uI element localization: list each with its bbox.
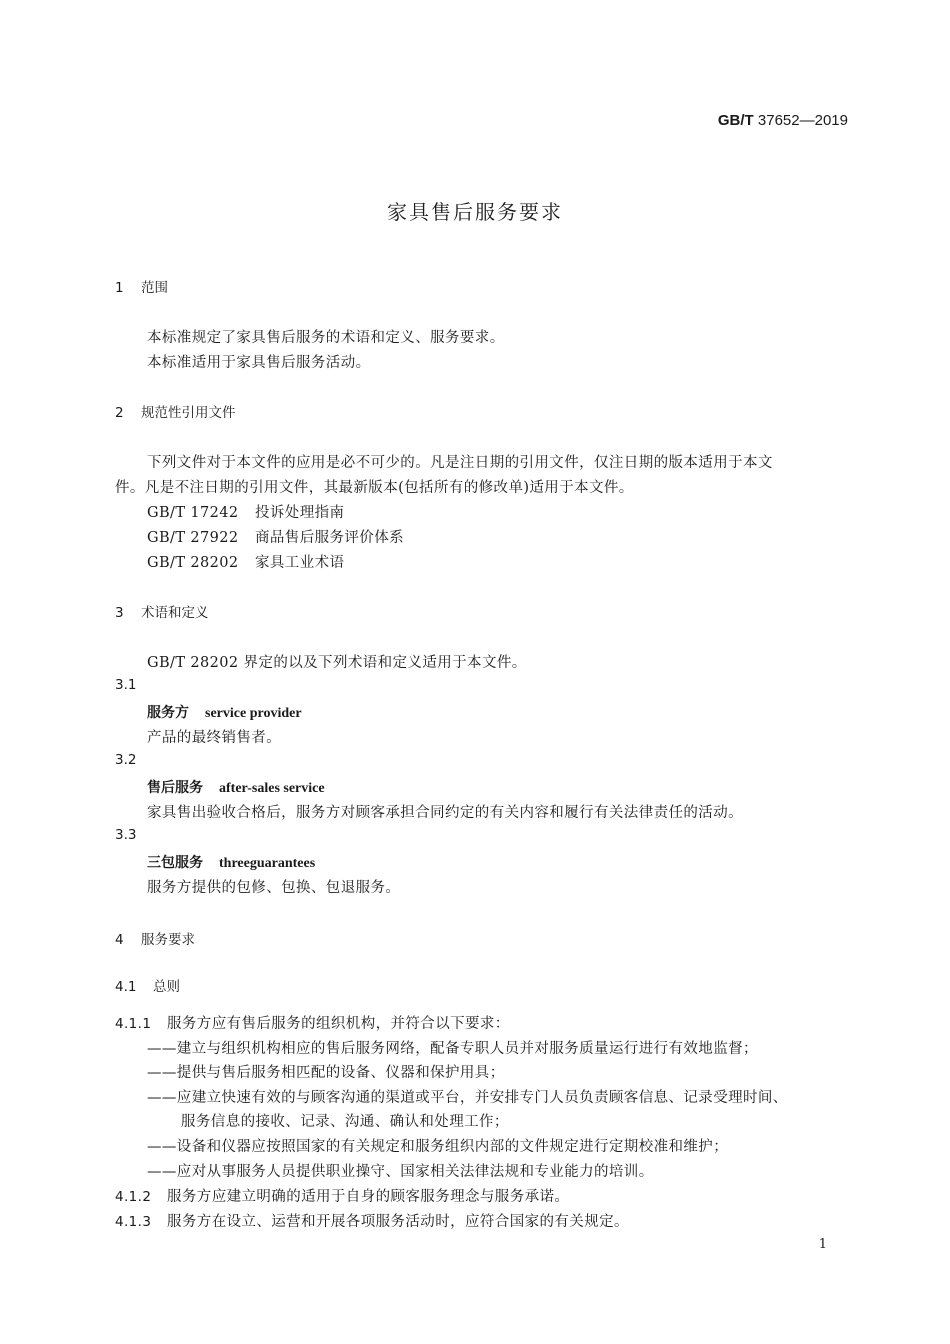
term-chinese: 服务方 (147, 705, 189, 721)
section-1-heading (115, 276, 168, 296)
term-definition: 服务方提供的包修、包换、包退服务。 (147, 880, 401, 896)
term-english: service provider (205, 706, 302, 721)
list-item-continuation: 服务信息的接收、记录、沟通、确认和处理工作； (181, 1114, 509, 1130)
clause-4-1-3 (115, 1210, 629, 1231)
section-2-heading (115, 401, 236, 421)
clause-number: 4.1.1 (115, 1016, 152, 1032)
subsection-4-1-heading (115, 975, 180, 995)
term-number: 3.1 (115, 677, 137, 693)
list-item: ——建立与组织机构相应的售后服务网络，配备专职人员并对服务质量运行进行有效地监督； (147, 1041, 758, 1057)
document-title: 家具售后服务要求 (387, 200, 563, 224)
term-number: 3.3 (115, 827, 137, 843)
clause-text: 服务方应有售后服务的组织机构，并符合以下要求： (167, 1016, 510, 1032)
clause-number: 4.1.2 (115, 1189, 152, 1205)
paragraph: 件。凡是不注日期的引用文件，其最新版本(包括所有的修改单)适用于本文件。 (115, 480, 634, 496)
list-item: ——应对从事服务人员提供职业操守、国家相关法律法规和专业能力的培训。 (147, 1164, 654, 1180)
term-definition: 家具售出验收合格后，服务方对顾客承担合同约定的有关内容和履行有关法律责任的活动。 (147, 805, 743, 821)
section-number: 3 (115, 605, 124, 621)
reference-title: 家具工业术语 (255, 555, 345, 571)
reference-item (147, 526, 404, 547)
section-title: 服务要求 (141, 932, 195, 948)
reference-title: 投诉处理指南 (255, 505, 345, 521)
reference-code: GB/T 28202 (147, 555, 239, 571)
clause-text: 服务方应建立明确的适用于自身的顾客服务理念与服务承诺。 (167, 1189, 570, 1205)
clause-4-1-2 (115, 1185, 569, 1206)
term-english: after-sales service (219, 781, 325, 796)
paragraph: 本标准适用于家具售后服务活动。 (147, 355, 371, 371)
term-heading (147, 852, 315, 872)
reference-code: GB/T 27922 (147, 530, 239, 546)
clause-number: 4.1.3 (115, 1214, 152, 1230)
standard-code: 37652—2019 (757, 112, 848, 129)
term-chinese: 三包服务 (147, 855, 203, 871)
term-number: 3.2 (115, 752, 137, 768)
paragraph: GB/T 28202 界定的以及下列术语和定义适用于本文件。 (147, 655, 527, 671)
section-3-heading (115, 601, 209, 621)
term-definition: 产品的最终销售者。 (147, 730, 282, 746)
subsection-title: 总则 (153, 979, 180, 995)
subsection-number: 4.1 (115, 979, 137, 995)
section-title: 规范性引用文件 (141, 405, 236, 421)
reference-code: GB/T 17242 (147, 505, 239, 521)
section-title: 范围 (141, 280, 168, 296)
standard-number (718, 112, 848, 129)
list-item: ——设备和仪器应按照国家的有关规定和服务组织内部的文件规定进行定期校准和维护； (147, 1139, 729, 1155)
list-item: ——应建立快速有效的与顾客沟通的渠道或平台，并安排专门人员负责顾客信息、记录受理时间、 (147, 1090, 788, 1106)
term-heading (147, 702, 302, 722)
list-item: ——提供与售后服务相匹配的设备、仪器和保护用具； (147, 1065, 505, 1081)
section-4-heading (115, 928, 195, 948)
page-number: 1 (818, 1237, 827, 1252)
reference-item (147, 551, 344, 572)
clause-4-1-1 (115, 1012, 510, 1033)
term-chinese: 售后服务 (147, 780, 203, 796)
reference-item (147, 501, 344, 522)
reference-title: 商品售后服务评价体系 (255, 530, 404, 546)
term-english: threeguarantees (219, 856, 316, 871)
section-number: 4 (115, 932, 124, 948)
paragraph: 下列文件对于本文件的应用是必不可少的。凡是注日期的引用文件，仅注日期的版本适用于本文 (147, 455, 773, 471)
section-number: 1 (115, 280, 124, 296)
paragraph: 本标准规定了家具售后服务的术语和定义、服务要求。 (147, 330, 505, 346)
section-number: 2 (115, 405, 124, 421)
clause-text: 服务方在设立、运营和开展各项服务活动时，应符合国家的有关规定。 (167, 1214, 629, 1230)
standard-prefix: GB/T (717, 112, 754, 129)
section-title: 术语和定义 (141, 605, 209, 621)
term-heading (147, 777, 325, 797)
